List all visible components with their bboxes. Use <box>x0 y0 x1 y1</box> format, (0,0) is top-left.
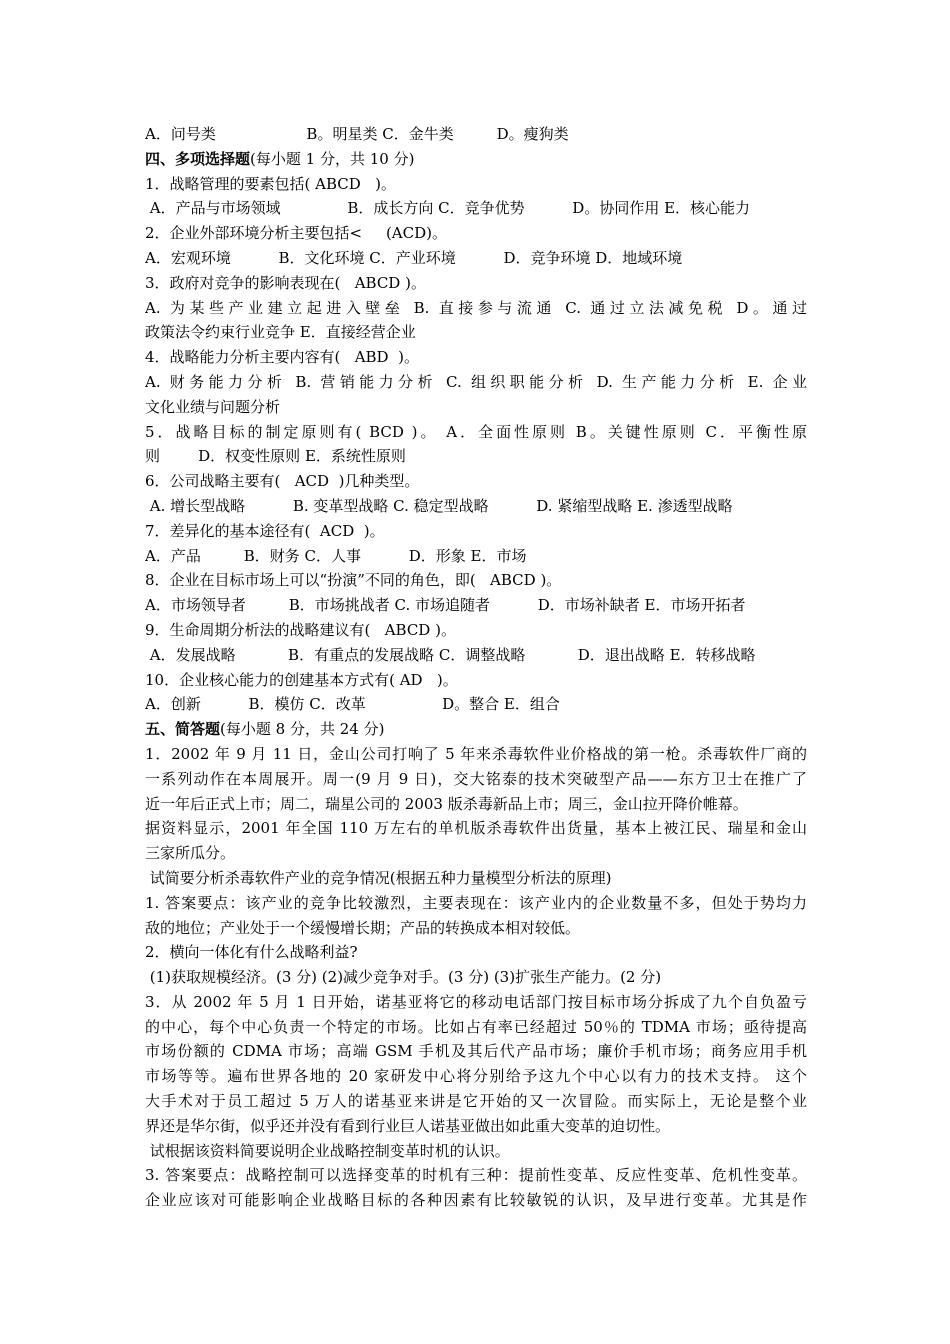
text-line: 则 D．权变性原则 E．系统性原则 <box>145 447 406 466</box>
section-heading-title: 四、多项选择题 <box>145 149 251 168</box>
text-line: (1)获取规模经济。(3 分) (2)减少竞争对手。(3 分) (3)扩张生产能力。(2 分) <box>145 968 662 987</box>
text-line: 大手术对于员工超过 5 万人的诺基亚来讲是它开始的又一次冒险。而实际上，无论是整个业 <box>145 1092 807 1111</box>
text-line: 市场等等。遍布世界各地的 20 家研发中心将分别给予这九个中心以有力的技术支持。 这个 <box>145 1067 807 1086</box>
text-line: 3．政府对竞争的影响表现在( ABCD )。 <box>145 273 426 292</box>
text-line: 试简要分析杀毒软件产业的竞争情况(根据五种力量模型分析法的原理) <box>145 868 612 887</box>
text-line: 1．2002 年 9 月 11 日，金山公司打响了 5 年来杀毒软件业价格战的第一枪。杀毒软件厂商的 <box>145 744 807 763</box>
text-line: 一系列动作在本周展开。周一(9 月 9 日)，交大铭泰的技术突破型产品——东方卫士在推广了 <box>145 769 807 788</box>
text-line: 2．横向一体化有什么战略利益? <box>145 943 358 962</box>
text-line: 市场份额的 CDMA 市场；高端 GSM 手机及其后代产品市场；廉价手机市场；商务应用手机 <box>145 1042 807 1061</box>
text-line: 5．战略目标的制定原则有( BCD )。 A．全面性原则 B。关键性原则 C．平衡性原 <box>145 422 807 441</box>
text-line: 10．企业核心能力的创建基本方式有( AD )。 <box>145 670 458 689</box>
text-line: 文化业绩与问题分析 <box>145 397 281 416</box>
text-line: 三家所瓜分。 <box>145 844 236 863</box>
section-heading <box>145 147 807 172</box>
text-line: A．宏观环境 B．文化环境 C．产业环境 D．竞争环境 D．地域环境 <box>145 248 683 267</box>
text-line: 7．差异化的基本途径有( ACD )。 <box>145 521 385 540</box>
text-line: A．产品 B．财务 C．人事 D．形象 E．市场 <box>145 546 527 565</box>
text-line: A．发展战略 B．有重点的发展战略 C．调整战略 D．退出战略 E．转移战略 <box>145 645 756 664</box>
text-line: 政策法令约束行业竞争 E．直接经营企业 <box>145 323 416 342</box>
text-line: A. 增长型战略 B. 变革型战略 C. 稳定型战略 D. 紧缩型战略 E. 渗透型战略 <box>145 496 733 515</box>
text-line: A．问号类 B。明星类 C．金牛类 D。瘦狗类 <box>145 125 569 143</box>
text-line: A. 为某些产业建立起进入壁垒 B. 直接参与流通 C. 通过立法减免税 D。通过 <box>145 298 807 317</box>
text-line: 1．战略管理的要素包括( ABCD )。 <box>145 174 396 193</box>
text-line: 8．企业在目标市场上可以“扮演”不同的角色，即( ABCD )。 <box>145 571 562 590</box>
text-line: A. 财务能力分析 B. 营销能力分析 C. 组织职能分析 D. 生产能力分析 E. 企业 <box>145 372 807 391</box>
text-line: 3. 答案要点：战略控制可以选择变革的时机有三种：提前性变革、反应性变革、危机性变革。 <box>145 1166 807 1185</box>
text-line: 敌的地位；产业处于一个缓慢增长期；产品的转换成本相对较低。 <box>145 918 581 937</box>
text-line: A．创新 B．模仿 C．改革 D。整合 E．组合 <box>145 695 560 714</box>
section-heading-note: (每小题 1 分，共 10 分) <box>250 149 415 168</box>
section-heading-title: 五、简答题 <box>145 720 221 739</box>
text-line: 1. 答案要点：该产业的竞争比较激烈，主要表现在：该产业内的企业数量不多，但处于势均力 <box>145 893 807 912</box>
text-line: 2．企业外部环境分析主要包括< (ACD)。 <box>145 224 447 243</box>
text-line: 4．战略能力分析主要内容有( ABD )。 <box>145 348 419 367</box>
text-line: 3．从 2002 年 5 月 1 日开始，诺基亚将它的移动电话部门按目标市场分拆成了九个自负盈亏 <box>145 992 807 1011</box>
section-heading-note: (每小题 8 分，共 24 分) <box>220 720 385 739</box>
text-line: 界还是华尔街，似乎还并没有看到行业巨人诺基亚做出如此重大变革的迫切性。 <box>145 1116 671 1135</box>
text-line: 6．公司战略主要有( ACD )几种类型。 <box>145 472 420 491</box>
text-line: A．市场领导者 B．市场挑战者 C. 市场追随者 D．市场补缺者 E．市场开拓者 <box>145 596 746 615</box>
section-heading <box>145 717 807 742</box>
text-line: 9．生命周期分析法的战略建议有( ABCD )。 <box>145 620 456 639</box>
text-line: 近一年后正式上市；周二，瑞星公司的 2003 版杀毒新品上市；周三，金山拉开降价帷幕。 <box>145 794 748 813</box>
text-line: 试根据该资料简要说明企业战略控制变革时机的认识。 <box>145 1141 510 1160</box>
text-line: A．产品与市场领域 B．成长方向 C．竞争优势 D。协同作用 E．核心能力 <box>145 199 751 218</box>
text-line: 的中心，每个中心负责一个特定的市场。比如占有率已经超过 50％的 TDMA 市场；亟待提高 <box>145 1017 807 1036</box>
text-line: 企业应该对可能影响企业战略目标的各种因素有比较敏锐的认识，及早进行变革。尤其是作 <box>145 1191 807 1210</box>
text-line: 据资料显示，2001 年全国 110 万左右的单机版杀毒软件出货量，基本上被江民、瑞星和金山 <box>145 819 807 838</box>
